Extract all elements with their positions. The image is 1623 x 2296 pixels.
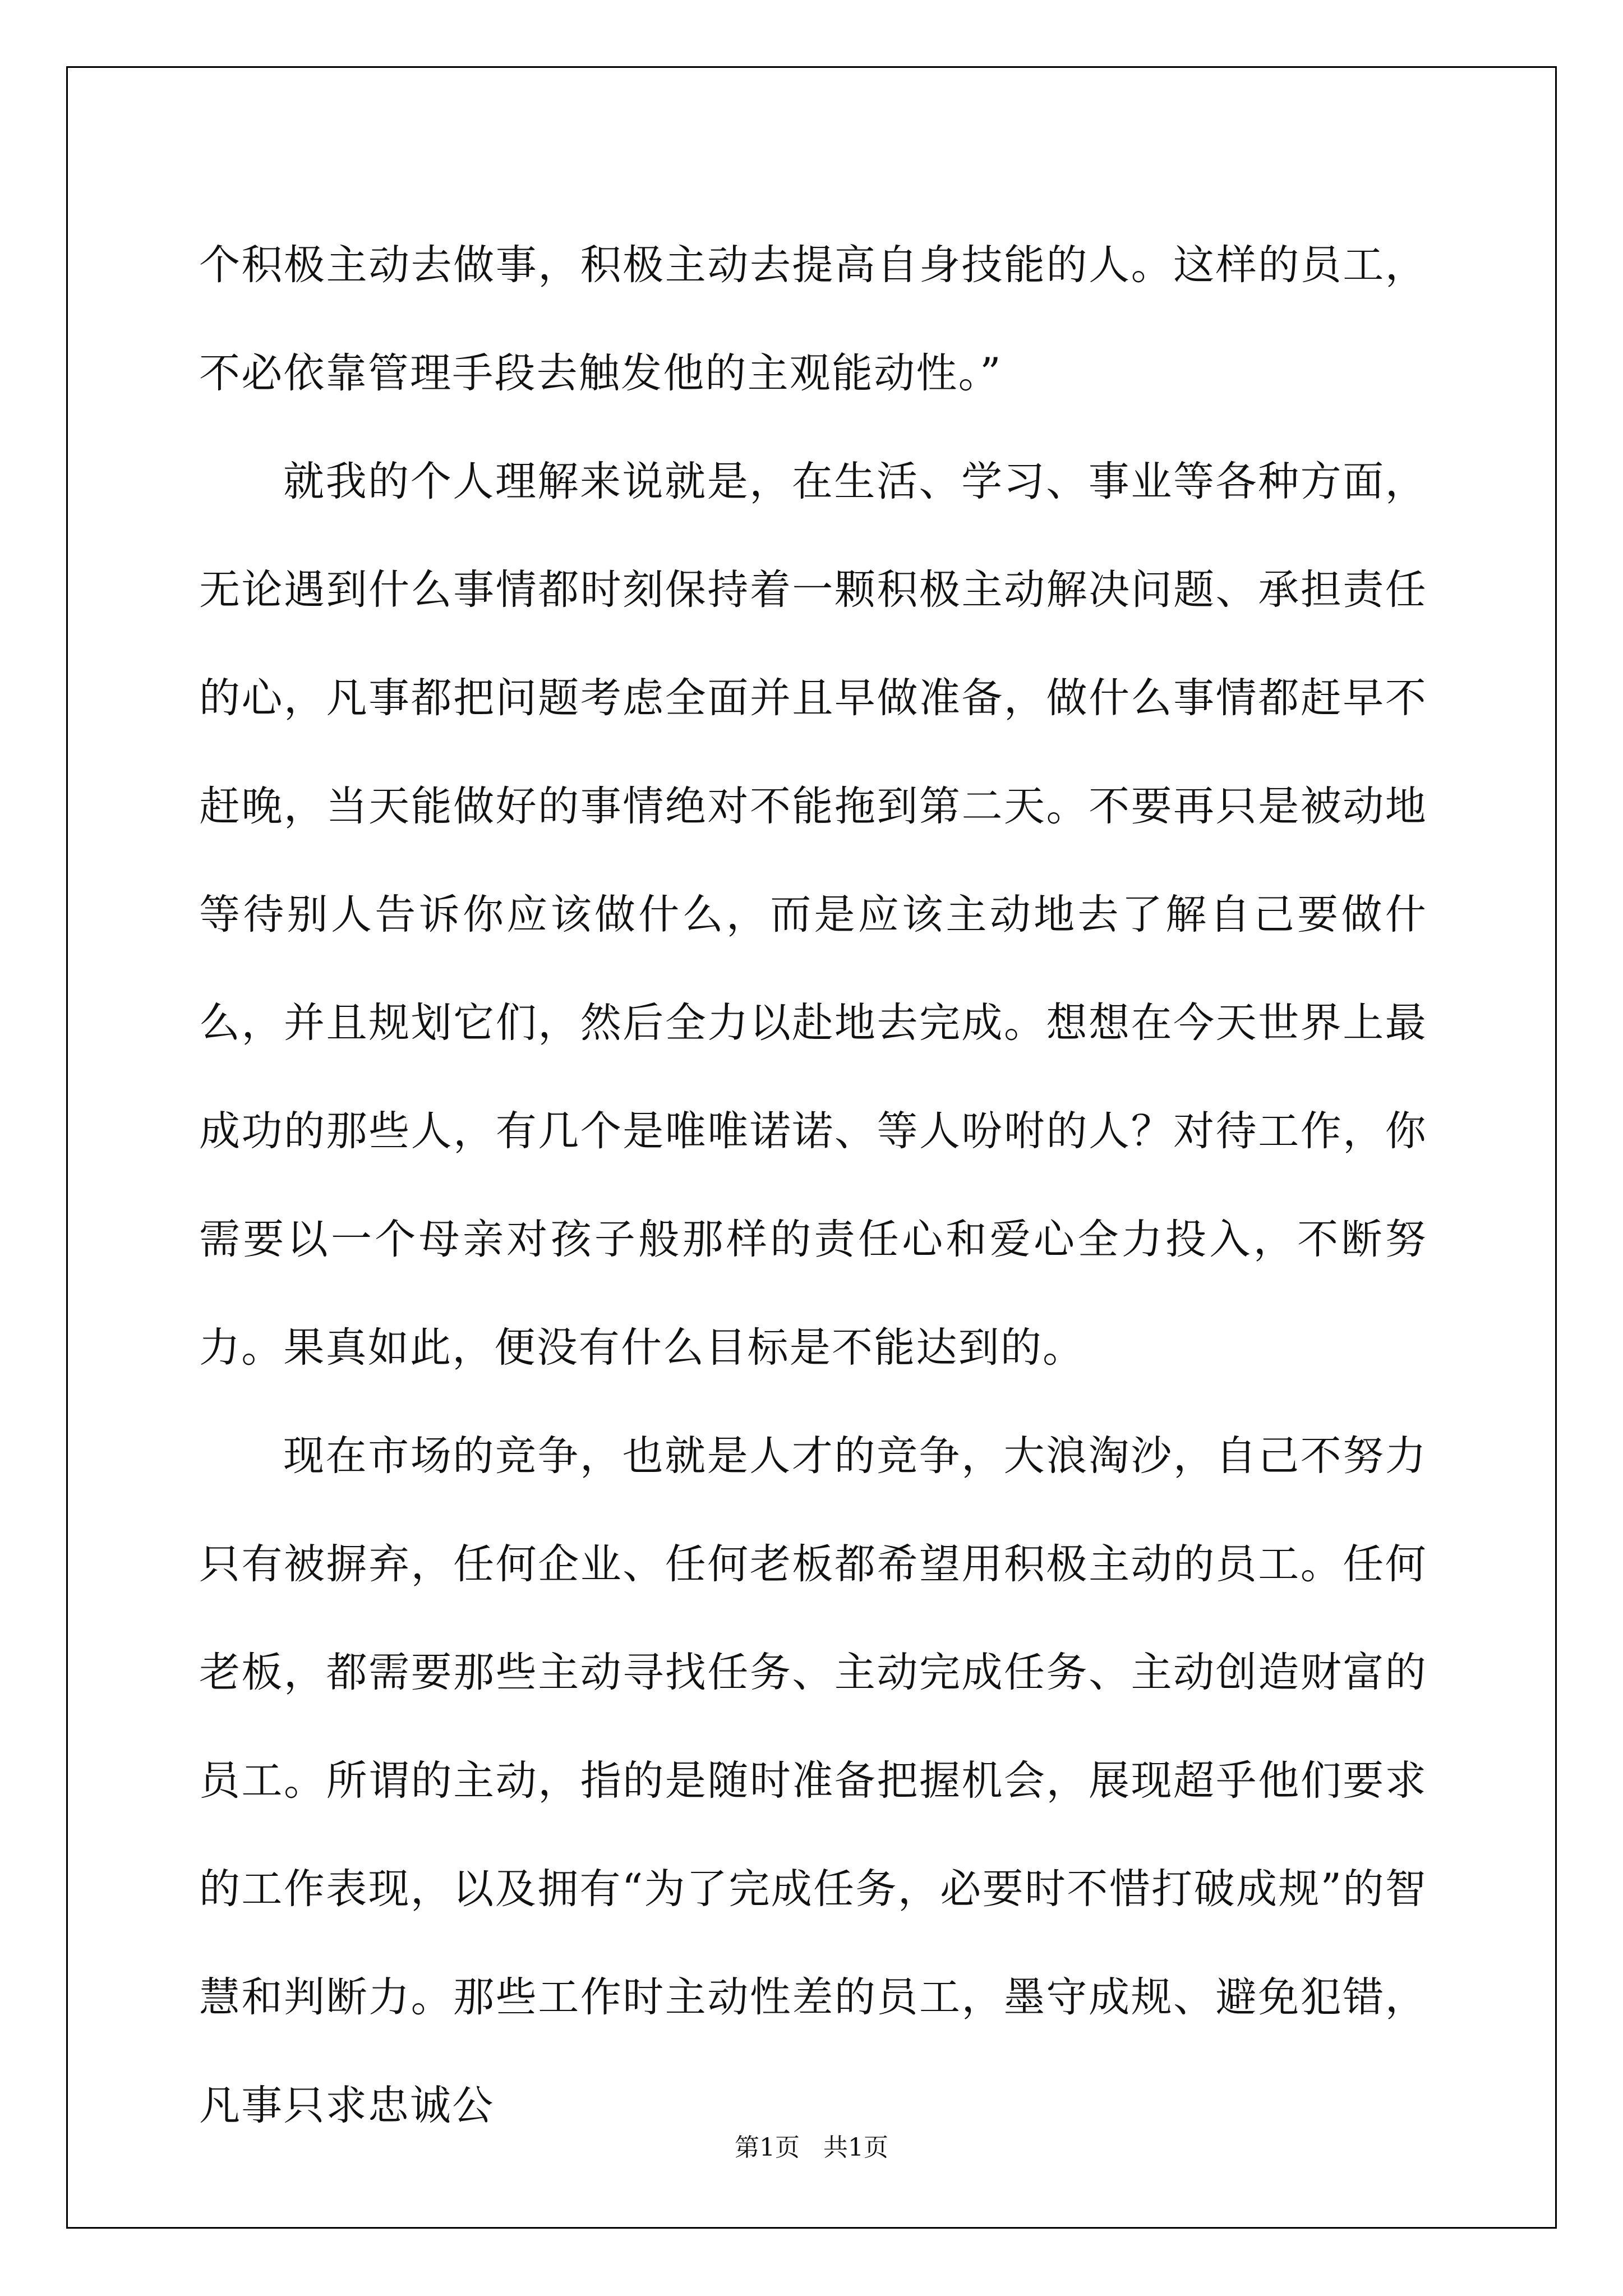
- paragraph-1: 个积极主动去做事，积极主动去提高自身技能的人。这样的员工，不必依靠管理手段去触发他的主观能动性。”: [199, 241, 1427, 397]
- page-number: 第1页: [735, 2133, 800, 2162]
- page-footer: [0, 2127, 1623, 2163]
- paragraph-2: 就我的个人理解来说就是，在生活、学习、事业等各种方面，无论遇到什么事情都时刻保持着一颗积极主动解决问题、承担责任的心，凡事都把问题考虑全面并且早做准备，做什么事情都赶早不赶晚，当天能做好的事情绝对不能拖到第二天。不要再只是被动地等待别人告诉你应该做什么，而是应该主动地去了解自己要做什么，并且规划它们，然后全力以赴地去完成。想想在今天世界上最成功的那些人，有几个是唯唯诺诺、等人吩咐的人？对待工作，你需要以一个母亲对孩子般那样的责任心和爱心全力投入，不断努力。果真如此，便没有什么目标是不能达到的。: [199, 458, 1427, 1372]
- paragraph-3: 现在市场的竞争，也就是人才的竞争，大浪淘沙，自己不努力只有被摒弃，任何企业、任何老板都希望用积极主动的员工。任何老板，都需要那些主动寻找任务、主动完成任务、主动创造财富的员工。所谓的主动，指的是随时准备把握机会，展现超乎他们要求的工作表现，以及拥有“为了完成任务，必要时不惜打破成规”的智慧和判断力。那些工作时主动性差的员工，墨守成规、避免犯错，凡事只求忠诚公: [199, 1432, 1427, 2129]
- document-body: [199, 211, 1427, 2160]
- page-total: 共1页: [823, 2133, 888, 2162]
